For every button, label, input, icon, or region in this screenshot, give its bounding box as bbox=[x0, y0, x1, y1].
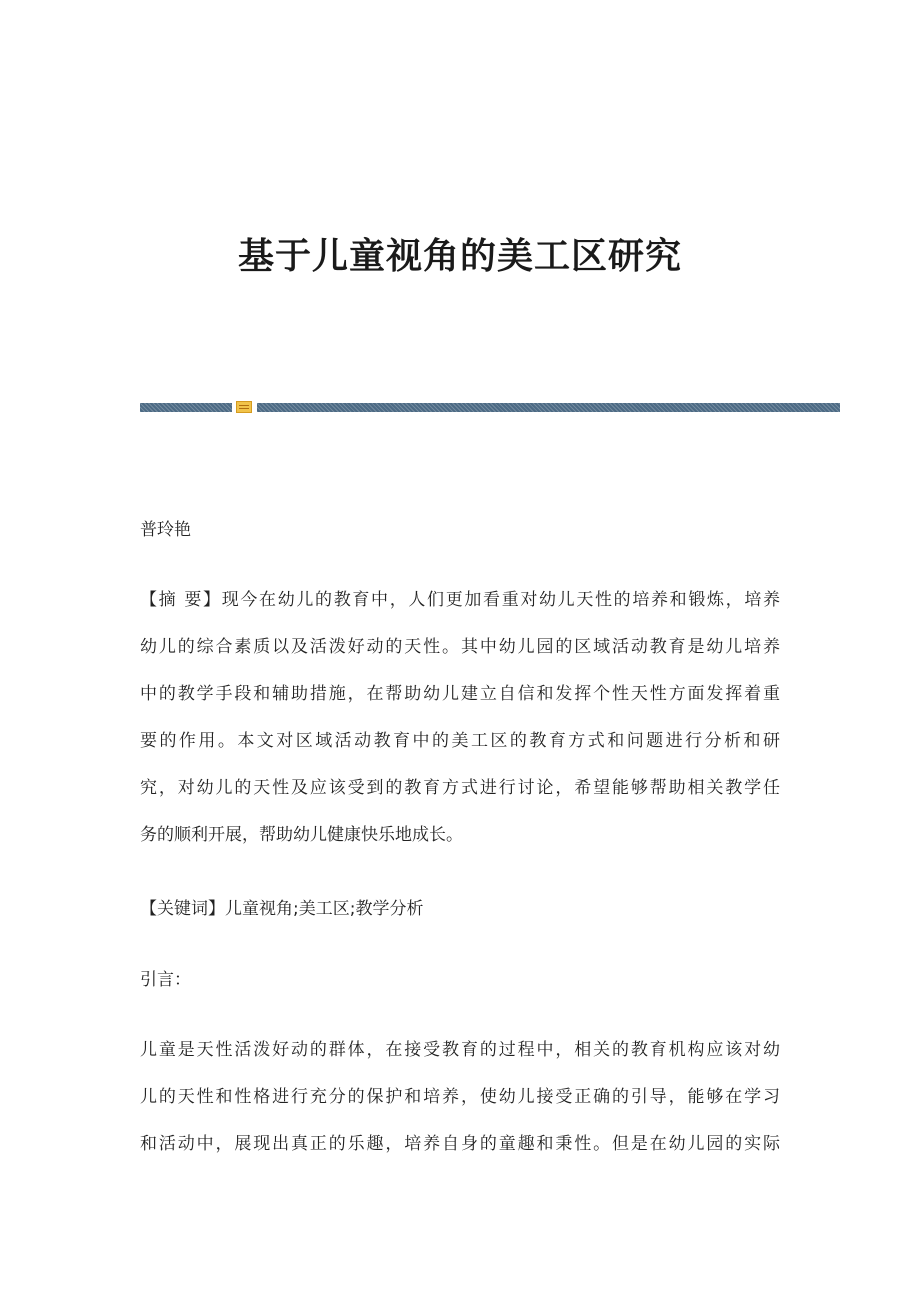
divider-ornament-icon bbox=[236, 401, 252, 413]
abstract-line: 中的教学手段和辅助措施，在帮助幼儿建立自信和发挥个性天性方面发挥着重 bbox=[140, 684, 780, 704]
page-title: 基于儿童视角的美工区研究 bbox=[237, 236, 682, 277]
abstract-line: 务的顺利开展，帮助幼儿健康快乐地成长。 bbox=[140, 825, 463, 845]
abstract-line: 【摘 要】现今在幼儿的教育中，人们更加看重对幼儿天性的培养和锻炼，培养 bbox=[140, 590, 780, 610]
author-name: 普玲艳 bbox=[140, 520, 191, 540]
abstract-line: 要的作用。本文对区域活动教育中的美工区的教育方式和问题进行分析和研 bbox=[140, 731, 780, 751]
body-line: 儿的天性和性格进行充分的保护和培养，使幼儿接受正确的引导，能够在学习 bbox=[140, 1087, 780, 1107]
abstract-line: 究，对幼儿的天性及应该受到的教育方式进行讨论，希望能够帮助相关教学任 bbox=[140, 778, 780, 798]
body-line: 儿童是天性活泼好动的群体，在接受教育的过程中，相关的教育机构应该对幼 bbox=[140, 1040, 780, 1060]
title-divider-left bbox=[140, 403, 232, 412]
keywords-line: 【关键词】儿童视角;美工区;教学分析 bbox=[140, 899, 424, 919]
title-divider-right bbox=[257, 403, 840, 412]
intro-heading: 引言： bbox=[140, 970, 191, 990]
abstract-line: 幼儿的综合素质以及活泼好动的天性。其中幼儿园的区域活动教育是幼儿培养 bbox=[140, 637, 780, 657]
body-line: 和活动中，展现出真正的乐趣，培养自身的童趣和秉性。但是在幼儿园的实际 bbox=[140, 1134, 780, 1154]
